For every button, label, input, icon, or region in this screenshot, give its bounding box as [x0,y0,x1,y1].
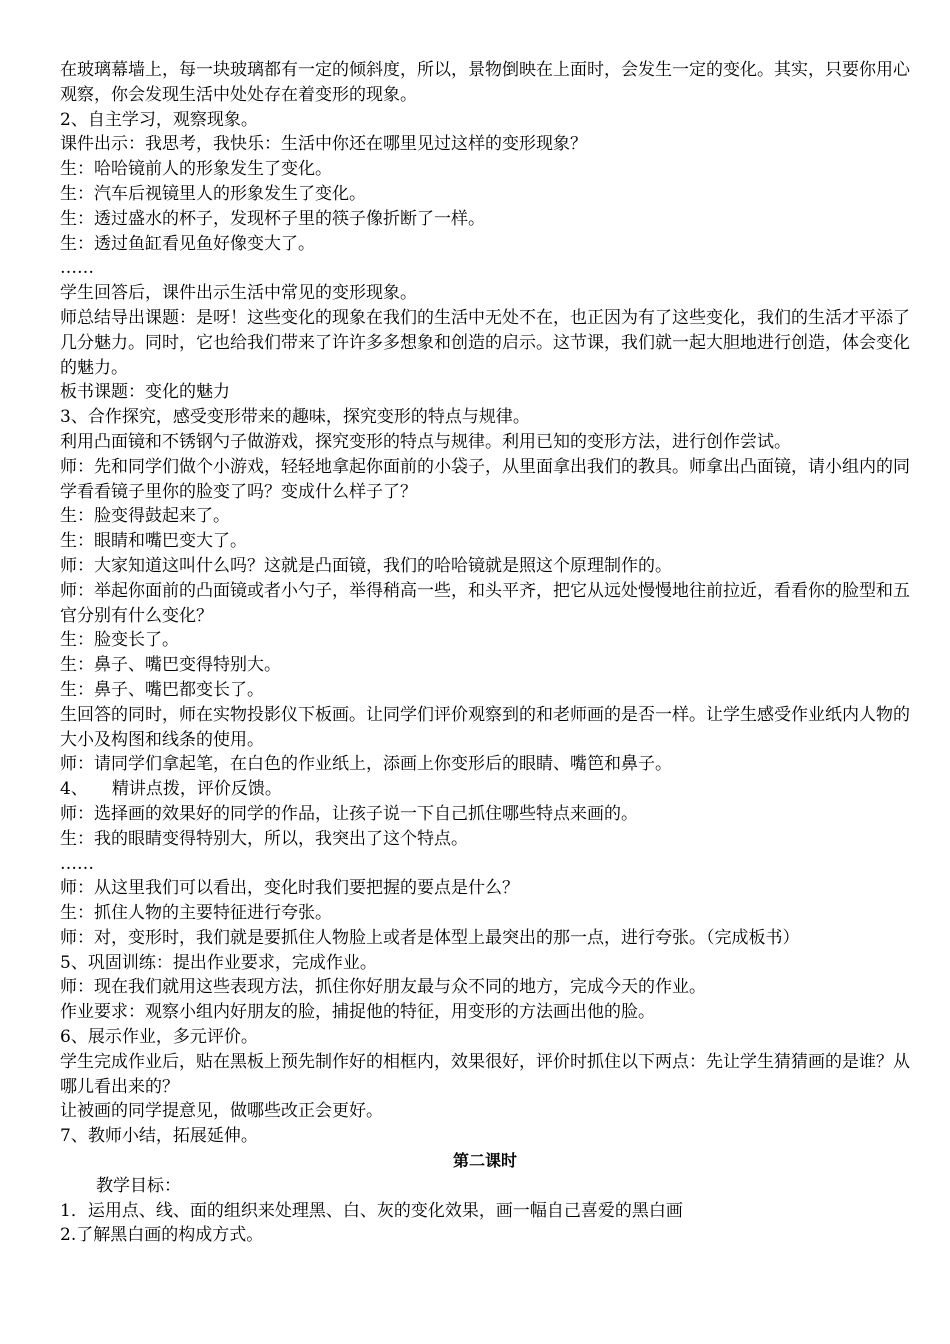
paragraph: 生：眼睛和嘴巴变大了。 [60,531,247,552]
section-text: 精讲点拨，评价反馈。 [111,779,282,800]
objectives-label: 教学目标： [96,1175,181,1196]
paragraph: 利用凸面镜和不锈钢勺子做游戏，探究变形的特点与规律。利用已知的变形方法，进行创作尝试。 [60,431,791,452]
paragraph: 师：先和同学们做个小游戏，轻轻地拿起你面前的小袋子，从里面拿出我们的教具。师拿出凸面镜，请小组内的同学看看镜子里你的脸变了吗？变成什么样子了？ [60,456,910,502]
document-body [60,58,910,1248]
objective-item: 2.了解黑白画的构成方式。 [60,1225,264,1246]
paragraph: 板书课题：变化的魅力 [60,382,230,403]
paragraph: 师：选择画的效果好的同学的作品，让孩子说一下自己抓住哪些特点来画的。 [60,803,638,824]
section-heading-7: 7、教师小结，拓展延伸。 [60,1126,258,1147]
paragraph: 生：我的眼睛变得特别大，所以，我突出了这个特点。 [60,828,468,849]
paragraph: 在玻璃幕墙上，每一块玻璃都有一定的倾斜度，所以，景物倒映在上面时，会发生一定的变化。其实，只要你用心观察，你会发现生活中处处存在着变形的现象。 [60,60,910,105]
paragraph: 生：哈哈镜前人的形象发生了变化。 [60,159,332,180]
ellipsis: …… [60,853,94,874]
paragraph: 课件出示：我思考，我快乐：生活中你还在哪里见过这样的变形现象？ [60,134,587,155]
paragraph: 生：鼻子、嘴巴变得特别大。 [60,655,281,676]
paragraph: 师：大家知道这叫什么吗？这就是凸面镜，我们的哈哈镜就是照这个原理制作的。 [60,555,672,576]
section-heading-2: 2、自主学习，观察现象。 [60,109,258,130]
paragraph: 师：从这里我们可以看出，变化时我们要把握的要点是什么？ [60,878,519,899]
section-number: 4、 [60,779,88,800]
paragraph: 师：请同学们拿起笔，在白色的作业纸上，添画上你变形后的眼睛、嘴笆和鼻子。 [60,754,672,775]
paragraph: 师：现在我们就用这些表现方法，抓住你好朋友最与众不同的地方，完成今天的作业。 [60,977,706,998]
paragraph: 生：鼻子、嘴巴都变长了。 [60,679,264,700]
paragraph: 生：脸变得鼓起来了。 [60,506,230,527]
paragraph: 生：脸变长了。 [60,630,179,651]
section-heading-5: 5、巩固训练：提出作业要求，完成作业。 [60,952,377,973]
paragraph: 作业要求：观察小组内好朋友的脸，捕捉他的特征，用变形的方法画出他的脸。 [60,1002,655,1023]
paragraph: 师：举起你面前的凸面镜或者小勺子，举得稍高一些，和头平齐，把它从远处慢慢地往前拉近，看看你的脸型和五官分别有什么变化？ [60,580,910,626]
paragraph: 师：对，变形时，我们就是要抓住人物脸上或者是体型上最突出的那一点，进行夸张。（完成板书） [60,927,800,948]
paragraph: 师总结导出课题：是呀！这些变化的现象在我们的生活中无处不在，也正因为有了这些变化，我们的生活才平添了几分魅力。同时，它也给我们带来了许许多多想象和创造的启示。这节课，我们就一起大胆地进行创造，体会变化的魅力。 [60,307,910,378]
section-heading-3: 3、合作探究，感受变形带来的趣味，探究变形的特点与规律。 [60,407,530,428]
paragraph: 学生完成作业后，贴在黑板上预先制作好的相框内，效果很好，评价时抓住以下两点：先让学生猜猜画的是谁？从哪儿看出来的？ [60,1051,910,1097]
paragraph: 生：透过鱼缸看见鱼好像变大了。 [60,233,315,254]
objective-item: 1．运用点、线、面的组织来处理黑、白、灰的变化效果，画一幅自己喜爱的黑白画 [60,1200,683,1221]
ellipsis: …… [60,258,94,279]
paragraph: 学生回答后，课件出示生活中常见的变形现象。 [60,283,417,304]
paragraph: 生回答的同时，师在实物投影仪下板画。让同学们评价观察到的和老师画的是否一样。让学生感受作业纸内人物的大小及构图和线条的使用。 [60,704,910,750]
section-heading-4 [60,777,910,802]
paragraph: 生：抓住人物的主要特征进行夸张。 [60,903,332,924]
paragraph: 生：透过盛水的杯子，发现杯子里的筷子像折断了一样。 [60,208,485,229]
lesson-two-heading: 第二课时 [452,1151,517,1171]
section-heading-6: 6、展示作业，多元评价。 [60,1027,258,1048]
paragraph: 让被画的同学提意见，做哪些改正会更好。 [60,1101,383,1122]
paragraph: 生：汽车后视镜里人的形象发生了变化。 [60,183,366,204]
